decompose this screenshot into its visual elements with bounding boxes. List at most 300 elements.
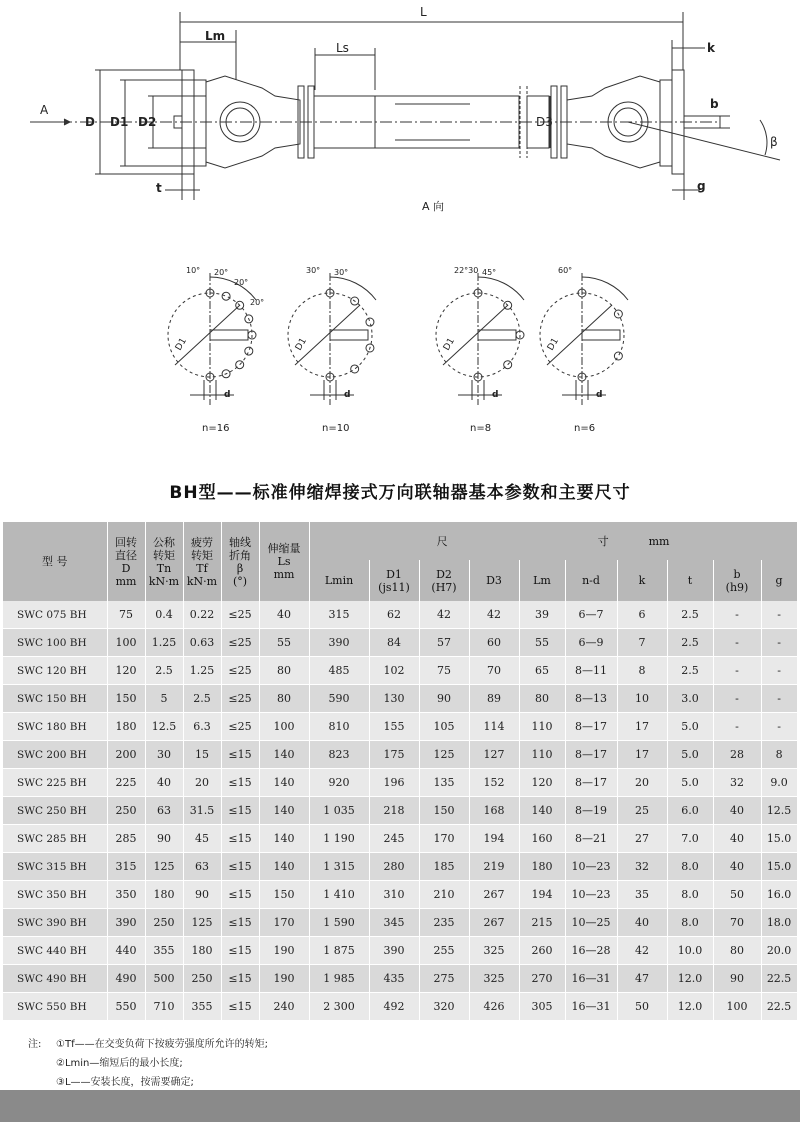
value-cell: 194 xyxy=(469,825,519,853)
detail-d1-label: D1 xyxy=(293,336,309,353)
value-cell: 75 xyxy=(419,657,469,685)
view-arrow-label: A xyxy=(40,103,49,117)
col-sub-5: n-d xyxy=(565,560,617,601)
value-cell: - xyxy=(761,685,797,713)
table-row xyxy=(3,825,797,853)
value-cell: 6.0 xyxy=(667,797,713,825)
model-cell: SWC 225 BH xyxy=(3,769,107,797)
value-cell: 320 xyxy=(419,993,469,1021)
bottom-bar xyxy=(0,1090,800,1122)
value-cell: 42 xyxy=(617,937,667,965)
detail-n-label: n=6 xyxy=(574,423,596,434)
col-D: 回转 直径 D mm xyxy=(107,522,145,601)
value-cell: 80 xyxy=(519,685,565,713)
value-cell: 355 xyxy=(145,937,183,965)
value-cell: ≤15 xyxy=(221,825,259,853)
col-dimensions: 尺 寸 mm xyxy=(309,522,797,560)
col-beta: 轴线 折角 β (°) xyxy=(221,522,259,601)
detail-n-label: n=16 xyxy=(202,423,230,434)
value-cell: 90 xyxy=(713,965,761,993)
detail-n-label: n=10 xyxy=(322,423,350,434)
value-cell: 6—9 xyxy=(565,629,617,657)
value-cell: 8—11 xyxy=(565,657,617,685)
value-cell: 315 xyxy=(309,601,369,629)
table-row xyxy=(3,965,797,993)
value-cell: 310 xyxy=(369,881,419,909)
value-cell: 168 xyxy=(469,797,519,825)
detail-angle-label: 45° xyxy=(482,268,497,277)
value-cell: 485 xyxy=(309,657,369,685)
detail-d-label: d xyxy=(224,390,231,400)
keyway xyxy=(478,330,516,340)
value-cell: 80 xyxy=(259,657,309,685)
value-cell: 16—31 xyxy=(565,993,617,1021)
col-Tf: 疲劳 转矩 Tf kN·m xyxy=(183,522,221,601)
value-cell: 10.0 xyxy=(667,937,713,965)
col-sub-8: b (h9) xyxy=(713,560,761,601)
col-model: 型 号 xyxy=(3,522,107,601)
value-cell: ≤15 xyxy=(221,909,259,937)
bolt-hole xyxy=(366,318,374,326)
coupling-drawing xyxy=(0,0,800,470)
value-cell: 75 xyxy=(107,601,145,629)
col-Ls: 伸缩量 Ls mm xyxy=(259,522,309,601)
value-cell: 40 xyxy=(145,769,183,797)
model-cell: SWC 200 BH xyxy=(3,741,107,769)
value-cell: 240 xyxy=(259,993,309,1021)
value-cell: 6.3 xyxy=(183,713,221,741)
model-cell: SWC 075 BH xyxy=(3,601,107,629)
value-cell: 60 xyxy=(469,629,519,657)
value-cell: 190 xyxy=(259,937,309,965)
value-cell: 22.5 xyxy=(761,965,797,993)
value-cell: 8—21 xyxy=(565,825,617,853)
value-cell: 140 xyxy=(259,853,309,881)
value-cell: 102 xyxy=(369,657,419,685)
value-cell: 105 xyxy=(419,713,469,741)
value-cell: 17 xyxy=(617,713,667,741)
value-cell: 8—19 xyxy=(565,797,617,825)
value-cell: 180 xyxy=(519,853,565,881)
dim-b: b xyxy=(710,97,719,111)
value-cell: 8—13 xyxy=(565,685,617,713)
value-cell: 8.0 xyxy=(667,853,713,881)
value-cell: ≤15 xyxy=(221,965,259,993)
value-cell: 315 xyxy=(107,853,145,881)
page-title: BH型——标准伸缩焊接式万向联轴器基本参数和主要尺寸 xyxy=(169,483,631,503)
value-cell: 426 xyxy=(469,993,519,1021)
note-1: ①Tf——在交变负荷下按疲劳强度所允许的转矩; xyxy=(56,1039,268,1050)
value-cell: 9.0 xyxy=(761,769,797,797)
value-cell: 280 xyxy=(369,853,419,881)
value-cell: 1 985 xyxy=(309,965,369,993)
value-cell: 235 xyxy=(419,909,469,937)
value-cell: - xyxy=(713,601,761,629)
value-cell: 219 xyxy=(469,853,519,881)
value-cell: 267 xyxy=(469,881,519,909)
value-cell: 3.0 xyxy=(667,685,713,713)
value-cell: 84 xyxy=(369,629,419,657)
value-cell: 17 xyxy=(617,741,667,769)
model-cell: SWC 150 BH xyxy=(3,685,107,713)
value-cell: 40 xyxy=(713,797,761,825)
model-cell: SWC 390 BH xyxy=(3,909,107,937)
col-sub-0: Lmin xyxy=(309,560,369,601)
model-cell: SWC 120 BH xyxy=(3,657,107,685)
value-cell: 12.5 xyxy=(761,797,797,825)
value-cell: - xyxy=(713,685,761,713)
value-cell: 260 xyxy=(519,937,565,965)
value-cell: 2.5 xyxy=(667,629,713,657)
model-cell: SWC 350 BH xyxy=(3,881,107,909)
table-row xyxy=(3,713,797,741)
value-cell: 12.5 xyxy=(145,713,183,741)
value-cell: 32 xyxy=(617,853,667,881)
value-cell: - xyxy=(713,657,761,685)
value-cell: 15.0 xyxy=(761,853,797,881)
value-cell: 12.0 xyxy=(667,993,713,1021)
model-cell: SWC 250 BH xyxy=(3,797,107,825)
value-cell: 210 xyxy=(419,881,469,909)
model-cell: SWC 285 BH xyxy=(3,825,107,853)
detail-angle-label: 22°30 xyxy=(454,266,479,275)
value-cell: 2.5 xyxy=(183,685,221,713)
value-cell: 89 xyxy=(469,685,519,713)
value-cell: 42 xyxy=(469,601,519,629)
value-cell: 0.4 xyxy=(145,601,183,629)
value-cell: 550 xyxy=(107,993,145,1021)
dim-t: t xyxy=(156,181,162,195)
value-cell: 10 xyxy=(617,685,667,713)
value-cell: 140 xyxy=(519,797,565,825)
dim-D: D xyxy=(85,115,95,129)
value-cell: 2.5 xyxy=(667,601,713,629)
value-cell: 1 875 xyxy=(309,937,369,965)
value-cell: 215 xyxy=(519,909,565,937)
value-cell: 16—28 xyxy=(565,937,617,965)
value-cell: ≤15 xyxy=(221,741,259,769)
value-cell: ≤15 xyxy=(221,881,259,909)
col-sub-1: D1 (js11) xyxy=(369,560,419,601)
value-cell: 35 xyxy=(617,881,667,909)
bolt-hole xyxy=(614,352,622,360)
col-sub-7: t xyxy=(667,560,713,601)
value-cell: 8 xyxy=(761,741,797,769)
value-cell: 1 190 xyxy=(309,825,369,853)
value-cell: - xyxy=(713,629,761,657)
detail-angle-label: 10° xyxy=(186,266,201,275)
value-cell: 25 xyxy=(617,797,667,825)
value-cell: 920 xyxy=(309,769,369,797)
dim-Lm: Lm xyxy=(205,29,226,43)
value-cell: 810 xyxy=(309,713,369,741)
value-cell: 218 xyxy=(369,797,419,825)
value-cell: 170 xyxy=(419,825,469,853)
value-cell: 15 xyxy=(183,741,221,769)
value-cell: 150 xyxy=(259,881,309,909)
detail-d1-label: D1 xyxy=(173,336,189,353)
value-cell: - xyxy=(761,657,797,685)
value-cell: 390 xyxy=(369,937,419,965)
value-cell: 20 xyxy=(183,769,221,797)
value-cell: 8 xyxy=(617,657,667,685)
value-cell: 140 xyxy=(259,825,309,853)
value-cell: 20 xyxy=(617,769,667,797)
value-cell: 180 xyxy=(107,713,145,741)
dim-D1: D1 xyxy=(110,115,129,129)
model-cell: SWC 180 BH xyxy=(3,713,107,741)
value-cell: 100 xyxy=(713,993,761,1021)
model-cell: SWC 315 BH xyxy=(3,853,107,881)
keyway xyxy=(210,330,248,340)
value-cell: 1.25 xyxy=(145,629,183,657)
table-row xyxy=(3,769,797,797)
detail-n-label: n=8 xyxy=(470,423,492,434)
detail-d1-label: D1 xyxy=(441,336,457,353)
value-cell: 355 xyxy=(183,993,221,1021)
dim-g: g xyxy=(697,179,706,193)
value-cell: ≤15 xyxy=(221,937,259,965)
value-cell: 1 035 xyxy=(309,797,369,825)
col-sub-9: g xyxy=(761,560,797,601)
value-cell: 325 xyxy=(469,965,519,993)
value-cell: ≤25 xyxy=(221,685,259,713)
value-cell: ≤25 xyxy=(221,657,259,685)
view-label: A 向 xyxy=(422,200,445,213)
table-row xyxy=(3,937,797,965)
value-cell: 63 xyxy=(145,797,183,825)
value-cell: 90 xyxy=(419,685,469,713)
value-cell: 180 xyxy=(145,881,183,909)
value-cell: 440 xyxy=(107,937,145,965)
value-cell: 200 xyxy=(107,741,145,769)
value-cell: 275 xyxy=(419,965,469,993)
value-cell: 5.0 xyxy=(667,769,713,797)
value-cell: 140 xyxy=(259,797,309,825)
dim-D3: D3 xyxy=(536,115,553,129)
value-cell: 90 xyxy=(183,881,221,909)
col-sub-6: k xyxy=(617,560,667,601)
model-cell: SWC 100 BH xyxy=(3,629,107,657)
notes-prefix: 注: xyxy=(28,1039,42,1050)
table-row xyxy=(3,993,797,1021)
value-cell: 500 xyxy=(145,965,183,993)
detail-d-label: d xyxy=(492,390,499,400)
value-cell: 140 xyxy=(259,741,309,769)
value-cell: 65 xyxy=(519,657,565,685)
value-cell: 435 xyxy=(369,965,419,993)
table-row xyxy=(3,853,797,881)
value-cell: 22.5 xyxy=(761,993,797,1021)
value-cell: ≤15 xyxy=(221,993,259,1021)
value-cell: 70 xyxy=(713,909,761,937)
value-cell: 150 xyxy=(107,685,145,713)
value-cell: 45 xyxy=(183,825,221,853)
value-cell: 0.63 xyxy=(183,629,221,657)
bolt-hole xyxy=(245,347,253,355)
value-cell: 30 xyxy=(145,741,183,769)
value-cell: 18.0 xyxy=(761,909,797,937)
model-cell: SWC 490 BH xyxy=(3,965,107,993)
value-cell: 194 xyxy=(519,881,565,909)
value-cell: 32 xyxy=(713,769,761,797)
value-cell: 63 xyxy=(183,853,221,881)
note-3: ③L——安装长度，按需要确定; xyxy=(56,1077,194,1088)
value-cell: 55 xyxy=(519,629,565,657)
value-cell: 2.5 xyxy=(145,657,183,685)
value-cell: 42 xyxy=(419,601,469,629)
value-cell: 5 xyxy=(145,685,183,713)
table-row xyxy=(3,881,797,909)
value-cell: 120 xyxy=(107,657,145,685)
value-cell: 135 xyxy=(419,769,469,797)
value-cell: - xyxy=(761,601,797,629)
detail-angle-label: 20° xyxy=(250,298,265,307)
value-cell: 130 xyxy=(369,685,419,713)
value-cell: 350 xyxy=(107,881,145,909)
value-cell: 15.0 xyxy=(761,825,797,853)
value-cell: 285 xyxy=(107,825,145,853)
dim-Ls: Ls xyxy=(336,41,349,55)
value-cell: 152 xyxy=(469,769,519,797)
value-cell: 225 xyxy=(107,769,145,797)
value-cell: 305 xyxy=(519,993,565,1021)
detail-angle-label: 30° xyxy=(334,268,349,277)
dim-D2: D2 xyxy=(138,115,157,129)
bolt-hole xyxy=(222,292,230,300)
value-cell: 125 xyxy=(183,909,221,937)
value-cell: 40 xyxy=(713,825,761,853)
detail-d1-label: D1 xyxy=(545,336,561,353)
value-cell: 175 xyxy=(369,741,419,769)
value-cell: 80 xyxy=(259,685,309,713)
value-cell: 27 xyxy=(617,825,667,853)
value-cell: 325 xyxy=(469,937,519,965)
value-cell: 245 xyxy=(369,825,419,853)
value-cell: 10—23 xyxy=(565,881,617,909)
value-cell: 50 xyxy=(713,881,761,909)
col-Tn: 公称 转矩 Tn kN·m xyxy=(145,522,183,601)
value-cell: 40 xyxy=(259,601,309,629)
value-cell: 823 xyxy=(309,741,369,769)
value-cell: 6 xyxy=(617,601,667,629)
note-2: ②Lmin—缩短后的最小长度; xyxy=(56,1058,183,1069)
value-cell: 155 xyxy=(369,713,419,741)
value-cell: 16.0 xyxy=(761,881,797,909)
value-cell: 12.0 xyxy=(667,965,713,993)
value-cell: ≤25 xyxy=(221,713,259,741)
value-cell: 190 xyxy=(259,965,309,993)
value-cell: 345 xyxy=(369,909,419,937)
value-cell: 492 xyxy=(369,993,419,1021)
detail-d-label: d xyxy=(344,390,351,400)
value-cell: 125 xyxy=(145,853,183,881)
value-cell: 2 300 xyxy=(309,993,369,1021)
dim-L: L xyxy=(420,5,427,19)
value-cell: - xyxy=(713,713,761,741)
keyway xyxy=(330,330,368,340)
value-cell: 10—25 xyxy=(565,909,617,937)
value-cell: 8.0 xyxy=(667,881,713,909)
value-cell: 100 xyxy=(259,713,309,741)
value-cell: 490 xyxy=(107,965,145,993)
value-cell: 8—17 xyxy=(565,741,617,769)
value-cell: 90 xyxy=(145,825,183,853)
value-cell: 47 xyxy=(617,965,667,993)
detail-d-label: d xyxy=(596,390,603,400)
value-cell: 170 xyxy=(259,909,309,937)
value-cell: 5.0 xyxy=(667,741,713,769)
model-cell: SWC 550 BH xyxy=(3,993,107,1021)
value-cell: 160 xyxy=(519,825,565,853)
value-cell: 100 xyxy=(107,629,145,657)
value-cell: 40 xyxy=(617,909,667,937)
value-cell: 1 410 xyxy=(309,881,369,909)
spec-table xyxy=(3,522,798,1021)
value-cell: 55 xyxy=(259,629,309,657)
value-cell: 127 xyxy=(469,741,519,769)
value-cell: 250 xyxy=(145,909,183,937)
value-cell: 590 xyxy=(309,685,369,713)
value-cell: 70 xyxy=(469,657,519,685)
value-cell: ≤15 xyxy=(221,769,259,797)
col-sub-4: Lm xyxy=(519,560,565,601)
value-cell: 1 590 xyxy=(309,909,369,937)
value-cell: 196 xyxy=(369,769,419,797)
value-cell: 250 xyxy=(107,797,145,825)
col-sub-2: D2 (H7) xyxy=(419,560,469,601)
value-cell: 5.0 xyxy=(667,713,713,741)
value-cell: 31.5 xyxy=(183,797,221,825)
value-cell: 16—31 xyxy=(565,965,617,993)
value-cell: 40 xyxy=(713,853,761,881)
value-cell: ≤25 xyxy=(221,601,259,629)
table-row xyxy=(3,601,797,629)
value-cell: 270 xyxy=(519,965,565,993)
value-cell: 114 xyxy=(469,713,519,741)
value-cell: 140 xyxy=(259,769,309,797)
value-cell: 185 xyxy=(419,853,469,881)
value-cell: 8—17 xyxy=(565,713,617,741)
model-cell: SWC 440 BH xyxy=(3,937,107,965)
value-cell: 2.5 xyxy=(667,657,713,685)
value-cell: 39 xyxy=(519,601,565,629)
value-cell: 28 xyxy=(713,741,761,769)
value-cell: - xyxy=(761,629,797,657)
value-cell: 50 xyxy=(617,993,667,1021)
value-cell: 62 xyxy=(369,601,419,629)
value-cell: 180 xyxy=(183,937,221,965)
detail-angle-label: 30° xyxy=(306,266,321,275)
value-cell: 10—23 xyxy=(565,853,617,881)
value-cell: 7.0 xyxy=(667,825,713,853)
table-row xyxy=(3,909,797,937)
value-cell: ≤15 xyxy=(221,853,259,881)
value-cell: 390 xyxy=(107,909,145,937)
value-cell: 1 315 xyxy=(309,853,369,881)
value-cell: 8.0 xyxy=(667,909,713,937)
value-cell: 120 xyxy=(519,769,565,797)
value-cell: 267 xyxy=(469,909,519,937)
value-cell: 390 xyxy=(309,629,369,657)
value-cell: ≤25 xyxy=(221,629,259,657)
value-cell: 0.22 xyxy=(183,601,221,629)
table-row xyxy=(3,685,797,713)
value-cell: 250 xyxy=(183,965,221,993)
detail-angle-label: 60° xyxy=(558,266,573,275)
table-row xyxy=(3,797,797,825)
detail-angle-label: 20° xyxy=(234,278,249,287)
